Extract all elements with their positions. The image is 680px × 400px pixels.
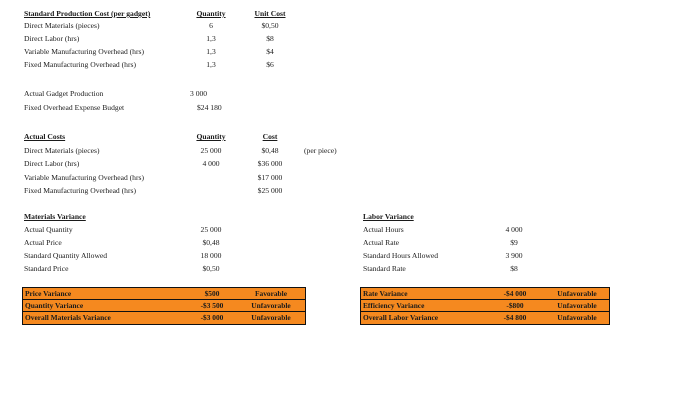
actual-row-cost: $25 000 [257, 186, 283, 195]
standard-row-cost: $8 [266, 34, 274, 43]
actual-row-quantity: 4 000 [202, 159, 220, 168]
labor-row-label: Standard Rate [363, 264, 406, 273]
materials-result-row [23, 312, 305, 324]
materials-results-box [22, 287, 306, 325]
materials-row-label: Actual Quantity [24, 225, 73, 234]
actual-row-label: Fixed Manufacturing Overhead (hrs) [24, 186, 136, 195]
result-label: Efficiency Variance [363, 301, 425, 310]
materials-row-label: Standard Price [24, 264, 69, 273]
standard-row-label: Variable Manufacturing Overhead (hrs) [24, 47, 144, 56]
labor-row-label: Actual Rate [363, 238, 400, 247]
labor-results-box [360, 287, 610, 325]
materials-row-value: $0,50 [202, 264, 220, 273]
actual-title: Actual Costs [24, 132, 66, 141]
result-label: Overall Labor Variance [363, 313, 438, 322]
standard-row-label: Fixed Manufacturing Overhead (hrs) [24, 60, 136, 69]
result-status: Unfavorable [251, 313, 291, 322]
actual-row-cost: $17 000 [257, 173, 283, 182]
standard-row-cost: $0,50 [261, 21, 279, 30]
result-value: -$4 000 [503, 289, 527, 298]
standard-unit-cost-header: Unit Cost [254, 9, 286, 18]
actual-row-label: Direct Labor (hrs) [24, 159, 80, 168]
materials-result-row [23, 288, 305, 300]
result-status: Unfavorable [251, 301, 291, 310]
per-piece-note: (per piece) [304, 146, 337, 155]
result-label: Price Variance [25, 289, 72, 298]
result-value: -$4 800 [503, 313, 527, 322]
standard-row-quantity: 1,3 [206, 34, 216, 43]
labor-row-value: 4 000 [505, 225, 523, 234]
actual-row-label: Direct Materials (pieces) [24, 146, 100, 155]
actual-row-cost: $0,48 [261, 146, 279, 155]
result-label: Overall Materials Variance [25, 313, 111, 322]
standard-row-cost: $4 [266, 47, 274, 56]
actual-row-quantity: 25 000 [200, 146, 222, 155]
result-status: Unfavorable [557, 313, 597, 322]
budget-label: Fixed Overhead Expense Budget [24, 103, 125, 112]
labor-result-row [361, 300, 609, 312]
result-value: -$3 000 [200, 313, 224, 322]
standard-row-label: Direct Labor (hrs) [24, 34, 80, 43]
labor-row-value: $9 [510, 238, 518, 247]
materials-row-value: 25 000 [200, 225, 222, 234]
result-label: Quantity Variance [25, 301, 84, 310]
standard-row-quantity: 1,3 [206, 47, 216, 56]
standard-row-cost: $6 [266, 60, 274, 69]
actual-row-cost: $36 000 [257, 159, 283, 168]
labor-result-row [361, 288, 609, 300]
standard-quantity-header: Quantity [196, 9, 226, 18]
labor-row-label: Standard Hours Allowed [363, 251, 439, 260]
standard-row-quantity: 6 [209, 21, 213, 30]
actual-cost-header: Cost [262, 132, 278, 141]
result-status: Favorable [254, 289, 288, 298]
production-label: Actual Gadget Production [24, 89, 104, 98]
production-value: 3 000 [190, 89, 208, 98]
actual-quantity-header: Quantity [196, 132, 226, 141]
result-value: -$800 [506, 301, 524, 310]
budget-value: $24 180 [197, 103, 222, 112]
materials-row-value: 18 000 [200, 251, 222, 260]
materials-row-label: Standard Quantity Allowed [24, 251, 108, 260]
standard-title: Standard Production Cost (per gadget) [24, 9, 151, 18]
materials-result-row [23, 300, 305, 312]
result-status: Unfavorable [557, 301, 597, 310]
labor-row-value: 3 900 [505, 251, 523, 260]
labor-title: Labor Variance [363, 212, 414, 221]
actual-row-label: Variable Manufacturing Overhead (hrs) [24, 173, 144, 182]
materials-row-label: Actual Price [24, 238, 62, 247]
labor-row-value: $8 [510, 264, 518, 273]
result-status: Unfavorable [557, 289, 597, 298]
result-value: -$3 500 [200, 301, 224, 310]
standard-row-quantity: 1,3 [206, 60, 216, 69]
result-label: Rate Variance [363, 289, 408, 298]
materials-title: Materials Variance [24, 212, 86, 221]
result-value: $500 [204, 289, 220, 298]
materials-row-value: $0,48 [202, 238, 220, 247]
labor-result-row [361, 312, 609, 324]
labor-row-label: Actual Hours [363, 225, 404, 234]
standard-row-label: Direct Materials (pieces) [24, 21, 100, 30]
